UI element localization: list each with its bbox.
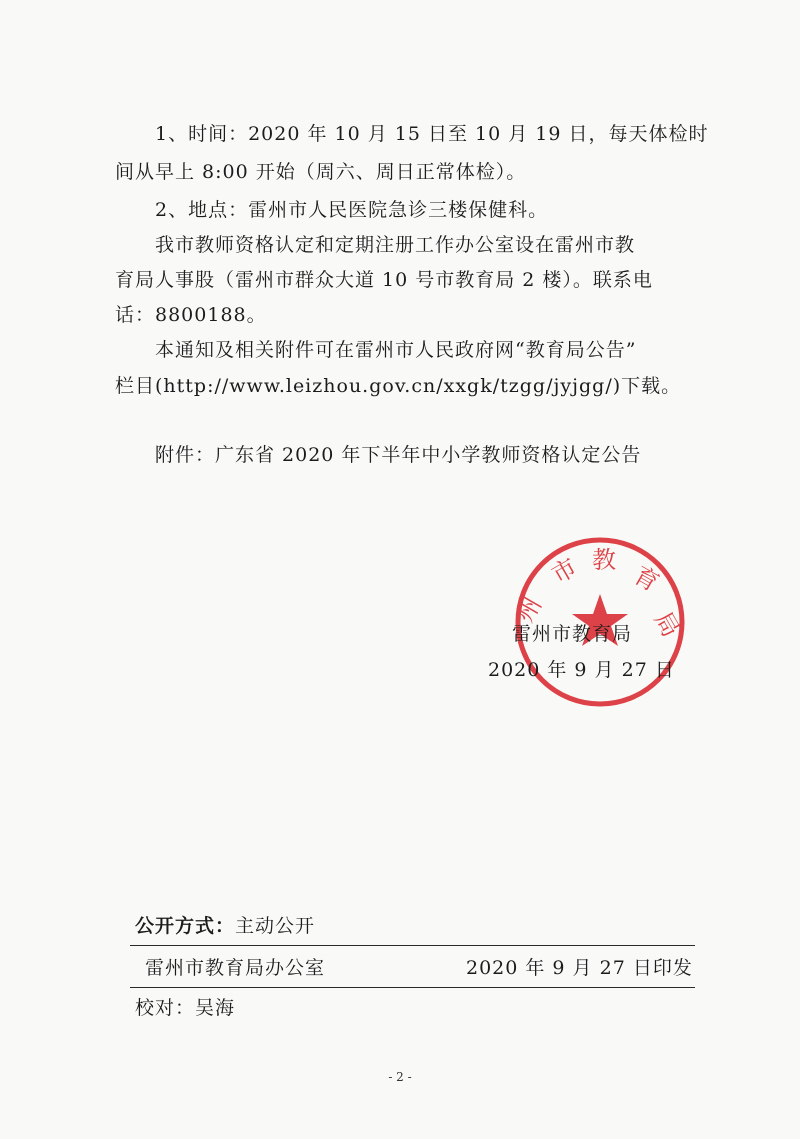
svg-text:市: 市 xyxy=(547,552,582,590)
signature-date: 2020 年 9 月 27 日 xyxy=(488,659,675,681)
svg-text:州: 州 xyxy=(510,592,548,627)
issuing-office: 雷州市教育局办公室 xyxy=(145,957,326,979)
svg-text:教: 教 xyxy=(592,546,616,574)
body-line-time: 1、时间：2020 年 10 月 15 日至 10 月 19 日，每天体检时 xyxy=(155,123,709,145)
body-line-office: 我市教师资格认定和定期注册工作办公室设在雷州市教 xyxy=(155,234,636,256)
footer-rule-mid xyxy=(130,987,695,988)
disclosure-line xyxy=(135,914,315,938)
svg-text:局: 局 xyxy=(648,607,686,642)
proofreader-line: 校对：吴海 xyxy=(135,997,236,1019)
body-line-location: 2、地点：雷州市人民医院急诊三楼保健科。 xyxy=(155,199,549,221)
body-line-notice: 本通知及相关附件可在雷州市人民政府网“教育局公告” xyxy=(155,339,637,361)
disclosure-value: 主动公开 xyxy=(235,915,316,937)
page-number: - 2 - xyxy=(388,1070,412,1084)
body-line-phone: 话：8800188。 xyxy=(115,304,267,326)
disclosure-label: 公开方式： xyxy=(135,915,236,937)
signature-org: 雷州市教育局 xyxy=(512,623,633,645)
attachment-line: 附件：广东省 2020 年下半年中小学教师资格认定公告 xyxy=(155,444,642,466)
svg-text:育: 育 xyxy=(629,560,664,598)
footer-rule-top xyxy=(130,945,695,946)
body-line-url: 栏目(http://www.leizhou.gov.cn/xxgk/tzgg/jyjgg/)下载。 xyxy=(115,375,682,397)
body-line-office-cont: 育局人事股（雷州市群众大道 10 号市教育局 2 楼）。联系电 xyxy=(115,269,653,291)
body-line-time-cont: 间从早上 8:00 开始（周六、周日正常体检）。 xyxy=(115,161,527,183)
print-date: 2020 年 9 月 27 日印发 xyxy=(466,957,693,979)
